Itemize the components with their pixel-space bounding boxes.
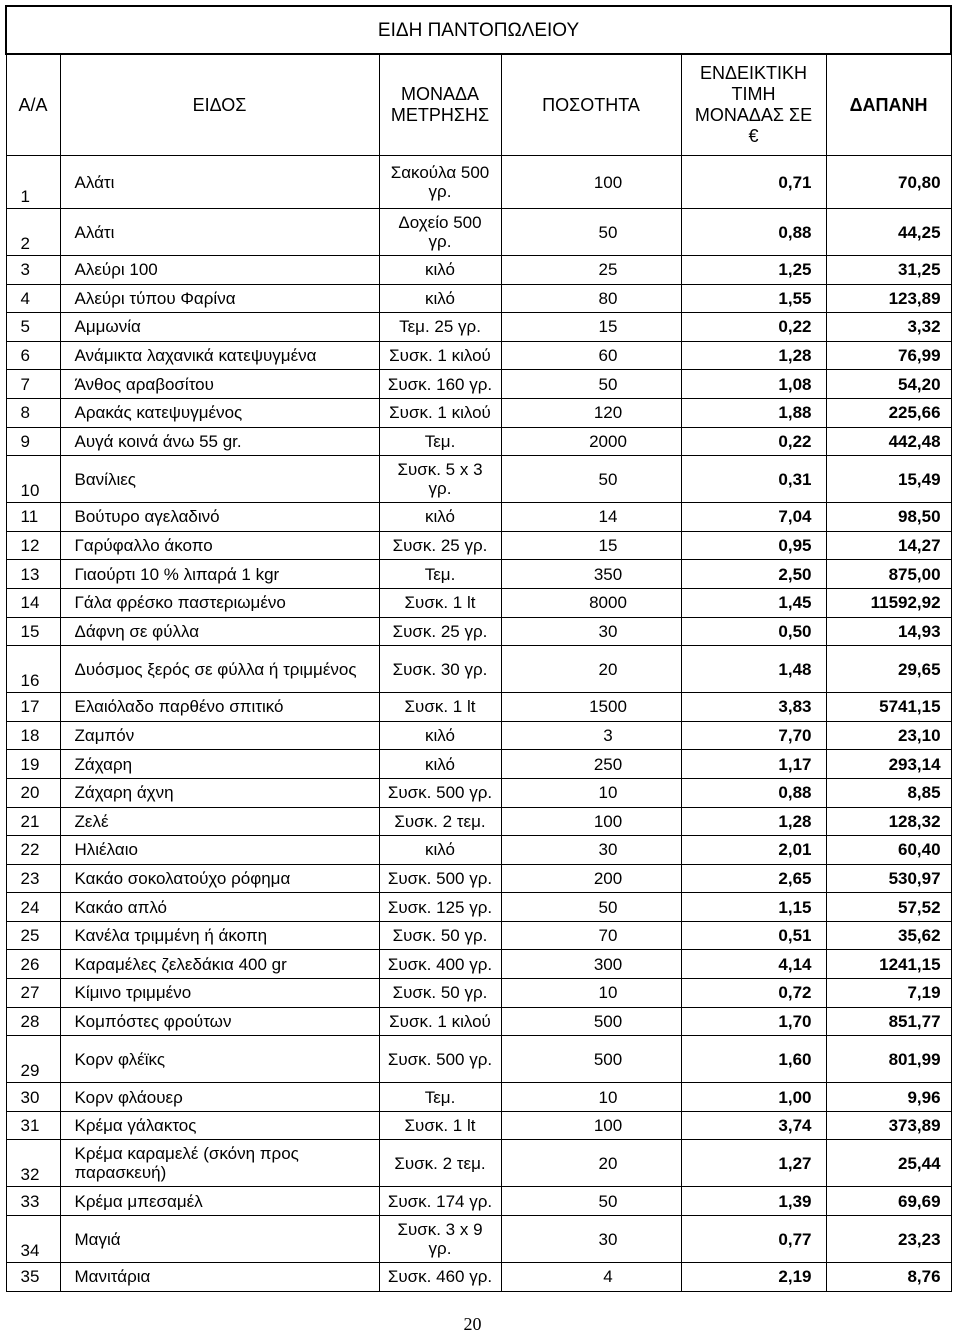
header-qty: ΠΟΣΟΤΗΤΑ [501, 54, 681, 156]
table-row [6, 721, 951, 750]
table-row [6, 531, 951, 560]
row-number: 5 [6, 313, 60, 342]
row-number: 4 [6, 284, 60, 313]
header-item: ΕΙΔΟΣ [60, 54, 379, 156]
unit-price: 4,14 [681, 950, 826, 979]
quantity: 70 [501, 921, 681, 950]
table-row [6, 836, 951, 865]
row-number: 6 [6, 341, 60, 370]
item-name: Ζελέ [60, 807, 379, 836]
item-name: Αλεύρι 100 [60, 256, 379, 285]
item-name: Κρέμα γάλακτος [60, 1111, 379, 1140]
quantity: 50 [501, 1187, 681, 1216]
cost-amount: 23,23 [826, 1216, 951, 1263]
item-name: Δυόσμος ξερός σε φύλλα ή τριμμένος [60, 646, 379, 693]
unit-price: 7,70 [681, 721, 826, 750]
row-number: 35 [6, 1263, 60, 1292]
quantity: 50 [501, 209, 681, 256]
price-list-sheet [5, 5, 950, 1292]
item-name: Ζάχαρη άχνη [60, 778, 379, 807]
item-name: Ηλιέλαιο [60, 836, 379, 865]
item-name: Μαγιά [60, 1216, 379, 1263]
table-row [6, 1140, 951, 1187]
table-row [6, 398, 951, 427]
item-name: Βούτυρο αγελαδινό [60, 503, 379, 532]
measure-unit: Συσκ. 160 γρ. [379, 370, 501, 399]
cost-amount: 225,66 [826, 398, 951, 427]
measure-unit: Συσκ. 500 γρ. [379, 1036, 501, 1083]
quantity: 300 [501, 950, 681, 979]
measure-unit: κιλό [379, 256, 501, 285]
item-name: Κρέμα μπεσαμέλ [60, 1187, 379, 1216]
table-row [6, 1111, 951, 1140]
measure-unit: Τεμ. 25 γρ. [379, 313, 501, 342]
item-name: Ελαιόλαδο παρθένο σπιτικό [60, 693, 379, 722]
unit-price: 0,50 [681, 617, 826, 646]
row-number: 10 [6, 456, 60, 503]
quantity: 250 [501, 750, 681, 779]
unit-price: 1,70 [681, 1007, 826, 1036]
measure-unit: Τεμ. [379, 1083, 501, 1112]
unit-price: 1,25 [681, 256, 826, 285]
unit-price: 2,19 [681, 1263, 826, 1292]
table-title: ΕΙΔΗ ΠΑΝΤΟΠΩΛΕΙΟΥ [6, 6, 951, 54]
measure-unit: Τεμ. [379, 427, 501, 456]
item-name: Γιαούρτι 10 % λιπαρά 1 kgr [60, 560, 379, 589]
unit-price: 1,60 [681, 1036, 826, 1083]
cost-amount: 373,89 [826, 1111, 951, 1140]
row-number: 7 [6, 370, 60, 399]
table-row [6, 427, 951, 456]
item-name: Αυγά κοινά άνω 55 gr. [60, 427, 379, 456]
unit-price: 1,88 [681, 398, 826, 427]
unit-price: 0,88 [681, 209, 826, 256]
table-row [6, 284, 951, 313]
quantity: 14 [501, 503, 681, 532]
cost-amount: 293,14 [826, 750, 951, 779]
unit-price: 2,50 [681, 560, 826, 589]
unit-price: 0,95 [681, 531, 826, 560]
unit-price: 0,72 [681, 979, 826, 1008]
cost-amount: 31,25 [826, 256, 951, 285]
table-row [6, 617, 951, 646]
measure-unit: Δοχείο 500 γρ. [379, 209, 501, 256]
table-row [6, 1187, 951, 1216]
cost-amount: 54,20 [826, 370, 951, 399]
quantity: 15 [501, 531, 681, 560]
table-row [6, 503, 951, 532]
row-number: 18 [6, 721, 60, 750]
row-number: 23 [6, 864, 60, 893]
quantity: 25 [501, 256, 681, 285]
measure-unit: Συσκ. 25 γρ. [379, 531, 501, 560]
cost-amount: 35,62 [826, 921, 951, 950]
measure-unit: κιλό [379, 836, 501, 865]
item-name: Κρέμα καραμελέ (σκόνη προς παρασκευή) [60, 1140, 379, 1187]
item-name: Αρακάς κατεψυγμένος [60, 398, 379, 427]
measure-unit: Συσκ. 125 γρ. [379, 893, 501, 922]
measure-unit: Συσκ. 1 lt [379, 588, 501, 617]
row-number: 16 [6, 646, 60, 693]
row-number: 25 [6, 921, 60, 950]
quantity: 3 [501, 721, 681, 750]
measure-unit: Συσκ. 1 κιλού [379, 398, 501, 427]
measure-unit: Σακούλα 500 γρ. [379, 156, 501, 209]
unit-price: 0,71 [681, 156, 826, 209]
measure-unit: Συσκ. 1 κιλού [379, 1007, 501, 1036]
table-body [6, 156, 951, 1292]
measure-unit: Τεμ. [379, 560, 501, 589]
unit-price: 0,77 [681, 1216, 826, 1263]
table-row [6, 313, 951, 342]
cost-amount: 98,50 [826, 503, 951, 532]
cost-amount: 15,49 [826, 456, 951, 503]
cost-amount: 29,65 [826, 646, 951, 693]
row-number: 17 [6, 693, 60, 722]
cost-amount: 23,10 [826, 721, 951, 750]
row-number: 27 [6, 979, 60, 1008]
row-number: 21 [6, 807, 60, 836]
measure-unit: Συσκ. 50 γρ. [379, 979, 501, 1008]
measure-unit: κιλό [379, 721, 501, 750]
measure-unit: κιλό [379, 284, 501, 313]
table-row [6, 456, 951, 503]
header-num: Α/Α [6, 54, 60, 156]
table-row [6, 921, 951, 950]
unit-price: 1,55 [681, 284, 826, 313]
item-name: Ζάχαρη [60, 750, 379, 779]
table-row [6, 209, 951, 256]
item-name: Αλάτι [60, 156, 379, 209]
table-row [6, 588, 951, 617]
table-row [6, 1007, 951, 1036]
table-row [6, 950, 951, 979]
item-name: Κανέλα τριμμένη ή άκοπη [60, 921, 379, 950]
quantity: 10 [501, 778, 681, 807]
unit-price: 1,48 [681, 646, 826, 693]
item-name: Αμμωνία [60, 313, 379, 342]
cost-amount: 128,32 [826, 807, 951, 836]
header-unit: ΜΟΝΑΔΑ ΜΕΤΡΗΣΗΣ [379, 54, 501, 156]
cost-amount: 69,69 [826, 1187, 951, 1216]
unit-price: 1,27 [681, 1140, 826, 1187]
measure-unit: Συσκ. 30 γρ. [379, 646, 501, 693]
item-name: Ανάμικτα λαχανικά κατεψυγμένα [60, 341, 379, 370]
measure-unit: Συσκ. 400 γρ. [379, 950, 501, 979]
table-row [6, 807, 951, 836]
item-name: Γάλα φρέσκο παστεριωμένο [60, 588, 379, 617]
unit-price: 1,39 [681, 1187, 826, 1216]
row-number: 8 [6, 398, 60, 427]
unit-price: 0,51 [681, 921, 826, 950]
row-number: 13 [6, 560, 60, 589]
quantity: 80 [501, 284, 681, 313]
cost-amount: 7,19 [826, 979, 951, 1008]
unit-price: 0,88 [681, 778, 826, 807]
quantity: 100 [501, 156, 681, 209]
table-row [6, 156, 951, 209]
row-number: 30 [6, 1083, 60, 1112]
item-name: Κίμινο τριμμένο [60, 979, 379, 1008]
unit-price: 1,15 [681, 893, 826, 922]
row-number: 15 [6, 617, 60, 646]
table-row [6, 1263, 951, 1292]
cost-amount: 1241,15 [826, 950, 951, 979]
row-number: 29 [6, 1036, 60, 1083]
row-number: 9 [6, 427, 60, 456]
unit-price: 1,17 [681, 750, 826, 779]
grocery-price-table [5, 5, 952, 1292]
item-name: Αλεύρι τύπου Φαρίνα [60, 284, 379, 313]
row-number: 34 [6, 1216, 60, 1263]
quantity: 4 [501, 1263, 681, 1292]
cost-amount: 14,93 [826, 617, 951, 646]
cost-amount: 76,99 [826, 341, 951, 370]
table-row [6, 370, 951, 399]
cost-amount: 442,48 [826, 427, 951, 456]
measure-unit: Συσκ. 50 γρ. [379, 921, 501, 950]
quantity: 8000 [501, 588, 681, 617]
unit-price: 2,01 [681, 836, 826, 865]
cost-amount: 123,89 [826, 284, 951, 313]
quantity: 20 [501, 1140, 681, 1187]
row-number: 31 [6, 1111, 60, 1140]
table-row [6, 979, 951, 1008]
measure-unit: Συσκ. 500 γρ. [379, 864, 501, 893]
item-name: Κορν φλάουερ [60, 1083, 379, 1112]
unit-price: 1,00 [681, 1083, 826, 1112]
page-number: 20 [463, 1314, 482, 1334]
cost-amount: 8,85 [826, 778, 951, 807]
cost-amount: 57,52 [826, 893, 951, 922]
row-number: 26 [6, 950, 60, 979]
item-name: Ζαμπόν [60, 721, 379, 750]
cost-amount: 9,96 [826, 1083, 951, 1112]
row-number: 19 [6, 750, 60, 779]
measure-unit: Συσκ. 460 γρ. [379, 1263, 501, 1292]
item-name: Γαρύφαλλο άκοπο [60, 531, 379, 560]
item-name: Αλάτι [60, 209, 379, 256]
cost-amount: 44,25 [826, 209, 951, 256]
row-number: 24 [6, 893, 60, 922]
measure-unit: Συσκ. 500 γρ. [379, 778, 501, 807]
quantity: 2000 [501, 427, 681, 456]
unit-price: 3,74 [681, 1111, 826, 1140]
quantity: 120 [501, 398, 681, 427]
quantity: 100 [501, 807, 681, 836]
measure-unit: Συσκ. 174 γρ. [379, 1187, 501, 1216]
quantity: 200 [501, 864, 681, 893]
measure-unit: Συσκ. 25 γρ. [379, 617, 501, 646]
table-row [6, 893, 951, 922]
table-row [6, 1216, 951, 1263]
measure-unit: Συσκ. 2 τεμ. [379, 1140, 501, 1187]
table-row [6, 560, 951, 589]
cost-amount: 5741,15 [826, 693, 951, 722]
cost-amount: 530,97 [826, 864, 951, 893]
quantity: 500 [501, 1036, 681, 1083]
item-name: Μανιτάρια [60, 1263, 379, 1292]
header-cost: ΔΑΠΑΝΗ [826, 54, 951, 156]
item-name: Κακάο απλό [60, 893, 379, 922]
measure-unit: κιλό [379, 750, 501, 779]
unit-price: 3,83 [681, 693, 826, 722]
quantity: 60 [501, 341, 681, 370]
row-number: 28 [6, 1007, 60, 1036]
unit-price: 1,45 [681, 588, 826, 617]
quantity: 10 [501, 1083, 681, 1112]
header-price: ΕΝΔΕΙΚΤΙΚΗ ΤΙΜΗ ΜΟΝΑΔΑΣ ΣΕ € [681, 54, 826, 156]
unit-price: 0,22 [681, 313, 826, 342]
item-name: Κορν φλέϊκς [60, 1036, 379, 1083]
item-name: Καραμέλες ζελεδάκια 400 gr [60, 950, 379, 979]
unit-price: 2,65 [681, 864, 826, 893]
row-number: 22 [6, 836, 60, 865]
unit-price: 1,08 [681, 370, 826, 399]
quantity: 10 [501, 979, 681, 1008]
quantity: 1500 [501, 693, 681, 722]
quantity: 50 [501, 893, 681, 922]
cost-amount: 8,76 [826, 1263, 951, 1292]
row-number: 3 [6, 256, 60, 285]
quantity: 50 [501, 370, 681, 399]
quantity: 50 [501, 456, 681, 503]
item-name: Κακάο σοκολατούχο ρόφημα [60, 864, 379, 893]
unit-price: 0,22 [681, 427, 826, 456]
cost-amount: 70,80 [826, 156, 951, 209]
table-row [6, 750, 951, 779]
row-number: 2 [6, 209, 60, 256]
unit-price: 0,31 [681, 456, 826, 503]
row-number: 1 [6, 156, 60, 209]
table-row [6, 778, 951, 807]
measure-unit: Συσκ. 1 lt [379, 1111, 501, 1140]
quantity: 100 [501, 1111, 681, 1140]
cost-amount: 875,00 [826, 560, 951, 589]
unit-price: 1,28 [681, 807, 826, 836]
item-name: Δάφνη σε φύλλα [60, 617, 379, 646]
quantity: 30 [501, 1216, 681, 1263]
quantity: 350 [501, 560, 681, 589]
table-row [6, 646, 951, 693]
row-number: 32 [6, 1140, 60, 1187]
cost-amount: 11592,92 [826, 588, 951, 617]
measure-unit: Συσκ. 1 κιλού [379, 341, 501, 370]
measure-unit: Συσκ. 5 x 3 γρ. [379, 456, 501, 503]
cost-amount: 801,99 [826, 1036, 951, 1083]
quantity: 500 [501, 1007, 681, 1036]
item-name: Βανίλιες [60, 456, 379, 503]
quantity: 30 [501, 617, 681, 646]
row-number: 14 [6, 588, 60, 617]
quantity: 15 [501, 313, 681, 342]
measure-unit: Συσκ. 1 lt [379, 693, 501, 722]
cost-amount: 14,27 [826, 531, 951, 560]
measure-unit: κιλό [379, 503, 501, 532]
table-row [6, 864, 951, 893]
item-name: Άνθος αραβοσίτου [60, 370, 379, 399]
cost-amount: 851,77 [826, 1007, 951, 1036]
item-name: Κομπόστες φρούτων [60, 1007, 379, 1036]
row-number: 20 [6, 778, 60, 807]
table-row [6, 341, 951, 370]
measure-unit: Συσκ. 2 τεμ. [379, 807, 501, 836]
cost-amount: 25,44 [826, 1140, 951, 1187]
table-row [6, 1083, 951, 1112]
cost-amount: 60,40 [826, 836, 951, 865]
table-row [6, 256, 951, 285]
unit-price: 1,28 [681, 341, 826, 370]
quantity: 30 [501, 836, 681, 865]
quantity: 20 [501, 646, 681, 693]
table-row [6, 1036, 951, 1083]
table-row [6, 693, 951, 722]
unit-price: 7,04 [681, 503, 826, 532]
row-number: 33 [6, 1187, 60, 1216]
row-number: 12 [6, 531, 60, 560]
row-number: 11 [6, 503, 60, 532]
cost-amount: 3,32 [826, 313, 951, 342]
measure-unit: Συσκ. 3 x 9 γρ. [379, 1216, 501, 1263]
